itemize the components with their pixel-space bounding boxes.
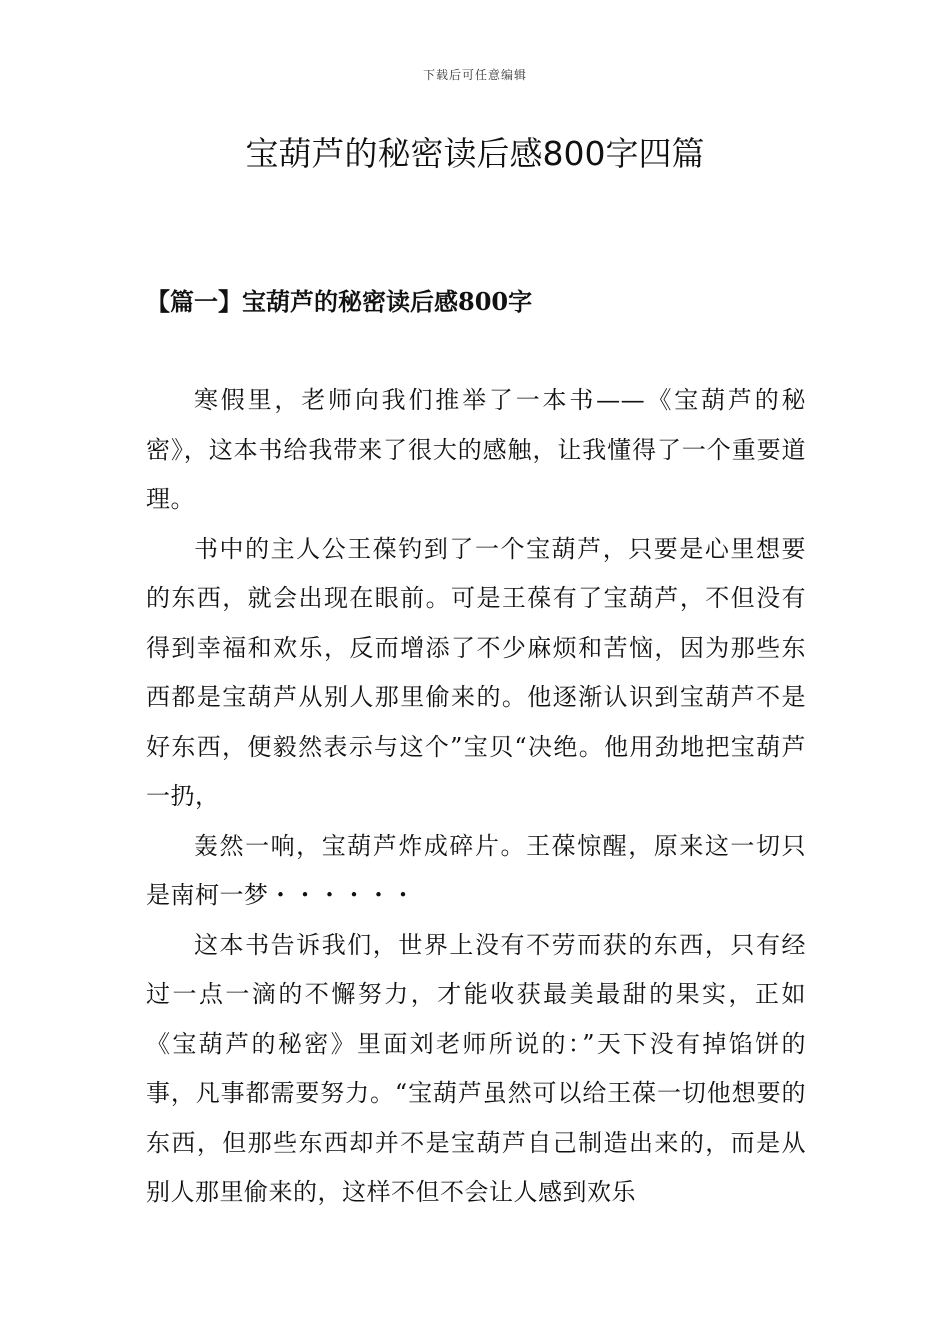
paragraph: 寒假里，老师向我们推举了一本书——《宝葫芦的秘密》，这本书给我带来了很大的感触，让我懂得了一个重要道理。 bbox=[146, 386, 806, 513]
body-text bbox=[146, 376, 806, 1218]
header-note: 下载后可任意编辑 bbox=[422, 68, 527, 82]
paragraph: 这本书告诉我们，世界上没有不劳而获的东西，只有经过一点一滴的不懈努力，才能收获最美最甜的果实，正如《宝葫芦的秘密》里面刘老师所说的：”天下没有掉馅饼的事，凡事都需要努力。“宝葫芦虽然可以给王葆一切他想要的东西，但那些东西却并不是宝葫芦自己制造出来的，而是从别人那里偷来的，这样不但不会让人感到欢乐 bbox=[146, 930, 806, 1206]
section-heading: 【篇一】宝葫芦的秘密读后感800字 bbox=[146, 287, 533, 316]
paragraph: 书中的主人公王葆钓到了一个宝葫芦，只要是心里想要的东西，就会出现在眼前。可是王葆有了宝葫芦，不但没有得到幸福和欢乐，反而增添了不少麻烦和苦恼，因为那些东西都是宝葫芦从别人那里偷来的。他逐渐认识到宝葫芦不是好东西，便毅然表示与这个”宝贝“决绝。他用劲地把宝葫芦一扔， bbox=[146, 534, 806, 810]
document-title: 宝葫芦的秘密读后感800字四篇 bbox=[245, 134, 705, 173]
paragraph: 轰然一响，宝葫芦炸成碎片。王葆惊醒，原来这一切只是南柯一梦・・・・・・ bbox=[146, 831, 806, 909]
